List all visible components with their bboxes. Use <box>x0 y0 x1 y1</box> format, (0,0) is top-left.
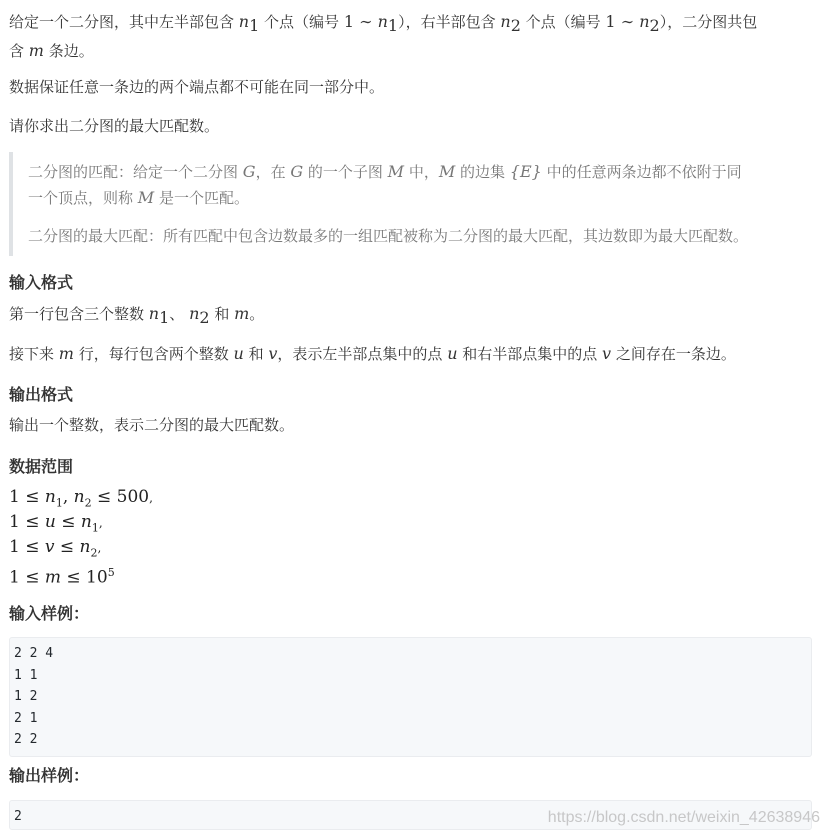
n1-symbol: n <box>377 12 388 31</box>
g-symbol: G <box>290 162 304 181</box>
code-line: 2 <box>14 809 22 824</box>
m-subgraph-symbol: M <box>438 162 456 181</box>
definition-blockquote <box>9 152 815 256</box>
m-symbol: m <box>58 344 74 363</box>
code-line: 1 1 <box>14 667 38 683</box>
intro-text: 条边。 <box>43 42 94 60</box>
n2-symbol: n <box>500 12 511 31</box>
range-start: 1 ∼ <box>343 12 378 31</box>
n2-subscript: 2 <box>649 16 660 35</box>
intro-text: ），二分图共包 <box>659 13 758 31</box>
guarantee-paragraph: 数据保证任意一条边的两个端点都不可能在同一部分中。 <box>9 78 385 96</box>
code-line: 1 2 <box>14 689 38 704</box>
output-format-heading: 输出格式 <box>9 385 74 404</box>
m-subgraph-symbol: M <box>137 188 155 207</box>
range-start: 1 ∼ <box>605 12 640 31</box>
v-symbol: v <box>602 344 612 363</box>
n1-symbol: n <box>148 304 160 323</box>
edge-set-symbol: {E} <box>509 162 542 181</box>
intro-text: 给定一个二分图，其中左半部包含 <box>9 13 239 31</box>
intro-text: 个点（编号 <box>259 13 344 31</box>
u-symbol: u <box>447 344 458 363</box>
n1-subscript: 1 <box>249 16 260 35</box>
m-symbol: m <box>234 304 250 323</box>
intro-text: 个点（编号 <box>520 13 606 31</box>
watermark: https://blog.csdn.net/weixin_42638946 <box>547 809 820 826</box>
sample-input-heading: 输入样例： <box>9 604 90 623</box>
range-constraint-u: $1 \le u \le n_1$, <box>9 512 103 535</box>
n2-symbol: n <box>189 304 200 323</box>
input-format-heading: 输入格式 <box>9 273 74 292</box>
code-line: 2 2 <box>14 732 38 747</box>
n2-symbol: n <box>639 12 650 31</box>
output-format-text: 输出一个整数，表示二分图的最大匹配数。 <box>9 416 295 434</box>
g-symbol: G <box>242 162 256 181</box>
sample-input-codeblock[interactable] <box>9 637 812 757</box>
input-format-line1: 第一行包含三个整数 $n_1$、 $n_2$ 和 m。 <box>9 304 265 327</box>
intro-text: ），右半部包含 <box>398 13 501 31</box>
v-symbol: v <box>268 344 278 363</box>
n2-subscript: 2 <box>510 16 521 35</box>
n1-subscript: 1 <box>387 16 399 35</box>
code-line: 2 2 4 <box>14 646 54 661</box>
matching-definition: 二分图的匹配：给定一个二分图 G，在 G 的一个子图 M 中，M 的边集 {E} 中的任意两条边都不依附于同 一个顶点，则称 M 是一个匹配。 <box>28 162 742 207</box>
m-subgraph-symbol: M <box>387 162 405 181</box>
u-symbol: u <box>233 344 244 363</box>
input-format-line2: 接下来 m 行，每行包含两个整数 u 和 v，表示左半部点集中的点 u 和右半部点集中的点 v 之间存在一条边。 <box>9 344 736 363</box>
range-constraint-v: $1 \le v \le n_2$, <box>9 537 102 560</box>
n1-symbol: n <box>238 12 250 31</box>
range-constraint-n: $1 \le n_1$, $n_2 \le 500$, <box>9 487 153 510</box>
data-range-heading: 数据范围 <box>9 457 74 476</box>
intro-paragraph <box>9 9 757 64</box>
m-symbol: m <box>28 41 44 60</box>
sample-output-heading: 输出样例： <box>9 766 90 785</box>
max-matching-definition: 二分图的最大匹配：所有匹配中包含边数最多的一组匹配被称为二分图的最大匹配，其边数即为最大匹配数。 <box>28 227 749 245</box>
task-paragraph: 请你求出二分图的最大匹配数。 <box>9 117 220 135</box>
intro-text: 含 <box>9 42 29 60</box>
range-constraint-m: $1 \le m \le 10^5$ <box>9 566 115 588</box>
code-line: 2 1 <box>14 710 38 726</box>
